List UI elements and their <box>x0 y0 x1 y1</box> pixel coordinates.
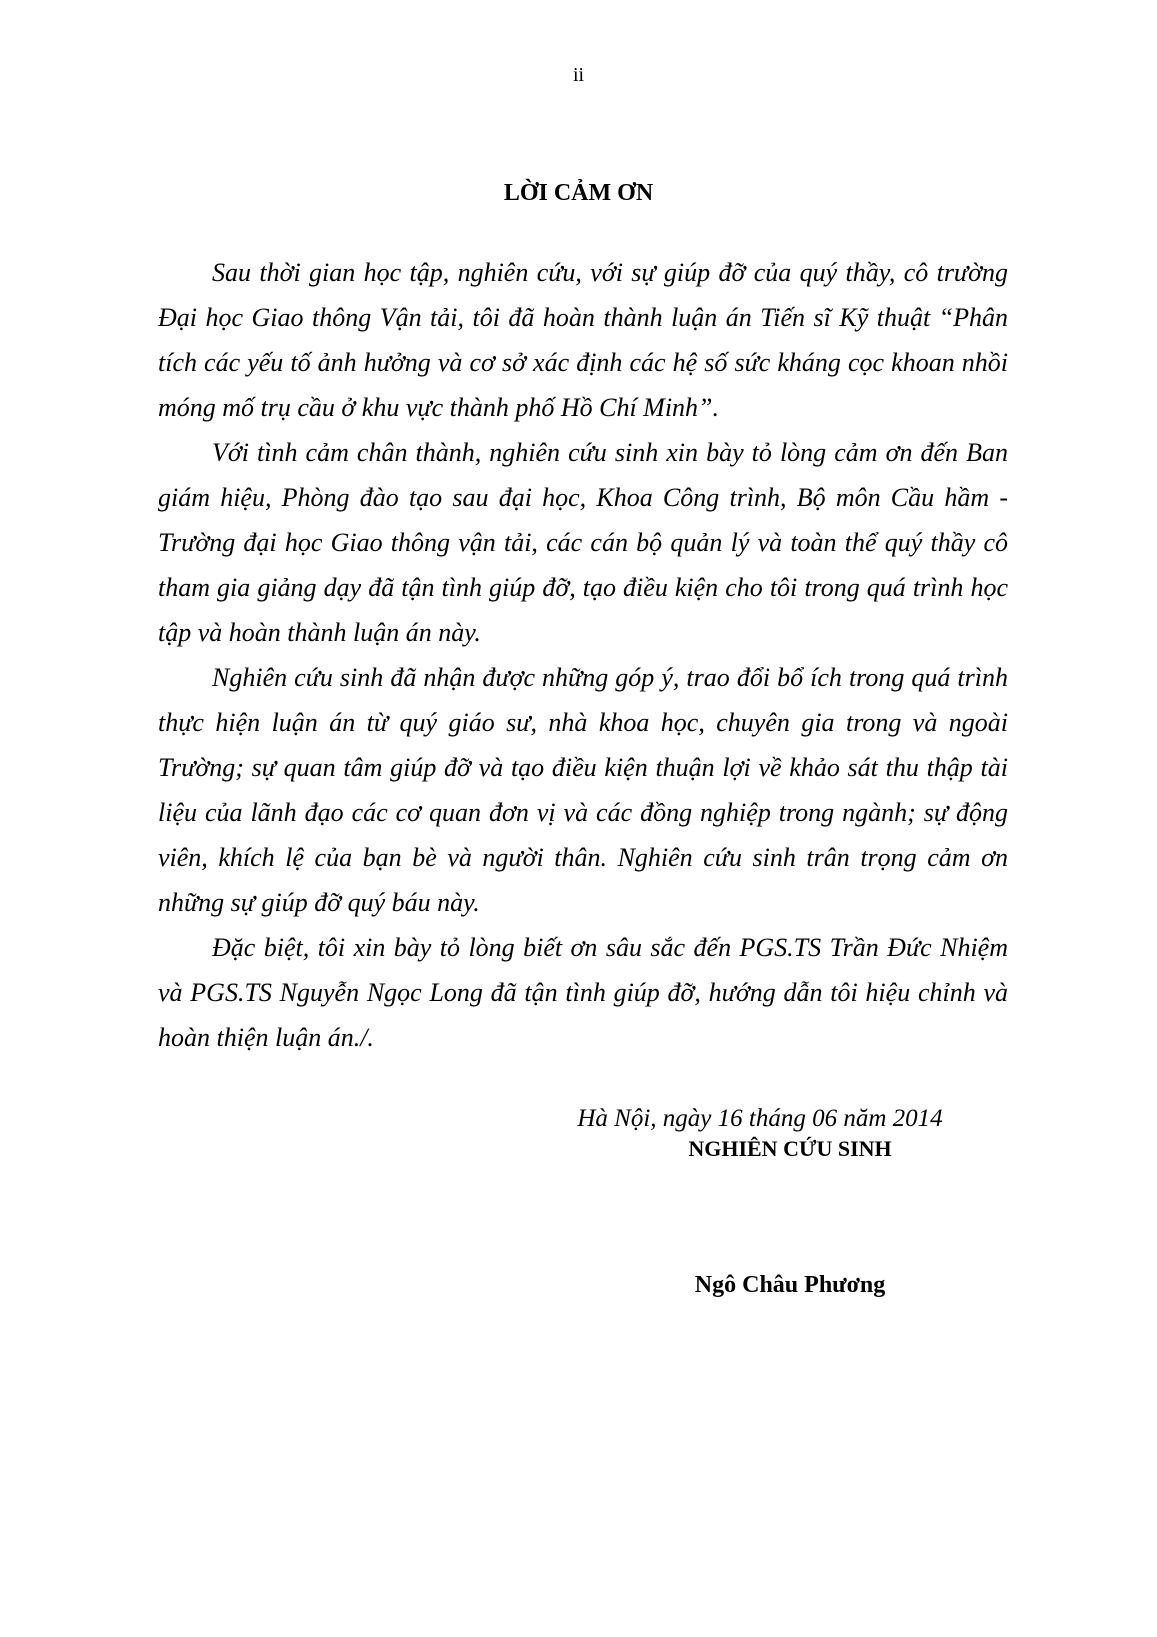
signature-place-date: Hà Nội, ngày 16 tháng 06 năm 2014 <box>577 1105 943 1132</box>
page-number: ii <box>572 64 585 86</box>
signature-role: NGHIÊN CỨU SINH <box>688 1136 892 1161</box>
signature-name: Ngô Châu Phương <box>694 1272 886 1298</box>
paragraph-2: Với tình cảm chân thành, nghiên cứu sinh xin bày tỏ lòng cảm ơn đến Ban giám hiệu, Phòng đào tạo sau đại học, Khoa Công trình, Bộ môn Cầu hầm - Trường đại học Giao thông vận tải, các cán bộ quản lý và toàn thể quý thầy cô tham gia giảng dạy đã tận tình giúp đỡ, tạo điều kiện cho tôi trong quá trình học tập và hoàn thành luận án này. <box>158 438 1008 647</box>
paragraph-1: Sau thời gian học tập, nghiên cứu, với sự giúp đỡ của quý thầy, cô trường Đại học Giao thông Vận tải, tôi đã hoàn thành luận án Tiến sĩ Kỹ thuật “Phân tích các yếu tố ảnh hưởng và cơ sở xác định các hệ số sức kháng cọc khoan nhồi móng mố trụ cầu ở khu vực thành phố Hồ Chí Minh”. <box>158 258 1008 422</box>
paragraph-3: Nghiên cứu sinh đã nhận được những góp ý, trao đổi bổ ích trong quá trình thực hiện luận án từ quý giáo sư, nhà khoa học, chuyên gia trong và ngoài Trường; sự quan tâm giúp đỡ và tạo điều kiện thuận lợi về khảo sát thu thập tài liệu của lãnh đạo các cơ quan đơn vị và các đồng nghiệp trong ngành; sự động viên, khích lệ của bạn bè và người thân. Nghiên cứu sinh trân trọng cảm ơn những sự giúp đỡ quý báu này. <box>158 663 1008 917</box>
acknowledgement-body <box>158 250 1008 1060</box>
page-title: LỜI CẢM ƠN <box>503 180 654 206</box>
paragraph-4: Đặc biệt, tôi xin bày tỏ lòng biết ơn sâu sắc đến PGS.TS Trần Đức Nhiệm và PGS.TS Nguyễn Ngọc Long đã tận tình giúp đỡ, hướng dẫn tôi hiệu chỉnh và hoàn thiện luận án./. <box>158 933 1008 1052</box>
